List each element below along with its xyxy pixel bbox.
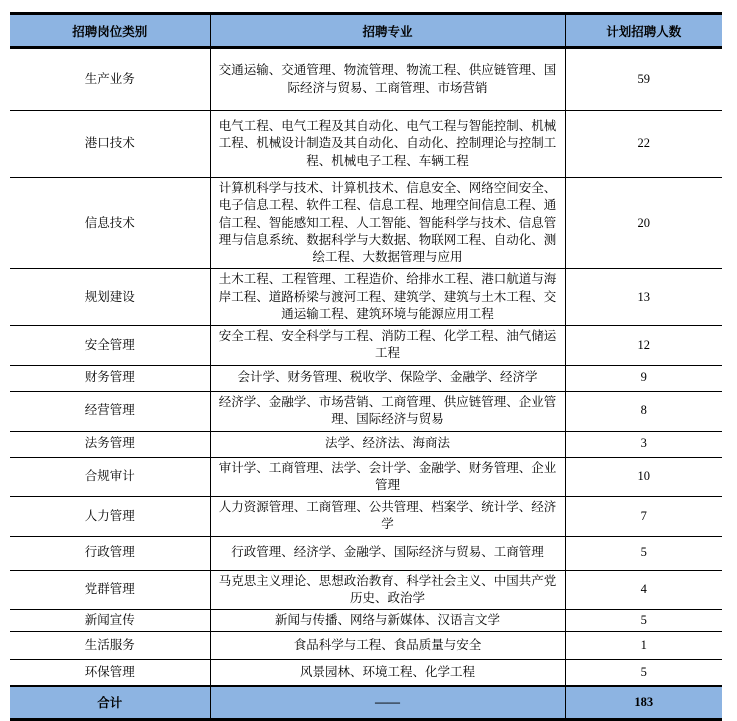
count-cell: 8: [565, 391, 722, 431]
category-cell: 港口技术: [10, 111, 210, 178]
category-cell: 生活服务: [10, 632, 210, 660]
majors-cell: 人力资源管理、工商管理、公共管理、档案学、统计学、经济学: [210, 497, 565, 537]
header-cell-category: 招聘岗位类别: [10, 14, 210, 48]
footer-total-cell: 183: [565, 686, 722, 720]
count-cell: 22: [565, 111, 722, 178]
count-cell: 5: [565, 660, 722, 686]
count-cell: 5: [565, 610, 722, 632]
majors-cell: 土木工程、工程管理、工程造价、给排水工程、港口航道与海岸工程、道路桥梁与渡河工程、建筑学、建筑与土木工程、交通运输工程、建筑环境与能源应用工程: [210, 269, 565, 326]
count-cell: 5: [565, 536, 722, 570]
table-row: [10, 457, 722, 497]
category-cell: 环保管理: [10, 660, 210, 686]
majors-cell: 电气工程、电气工程及其自动化、电气工程与智能控制、机械工程、机械设计制造及其自动化、自动化、控制理论与控制工程、机械电子工程、车辆工程: [210, 111, 565, 178]
majors-cell: 行政管理、经济学、金融学、国际经济与贸易、工商管理: [210, 536, 565, 570]
table-row: [10, 632, 722, 660]
header-cell-majors: 招聘专业: [210, 14, 565, 48]
majors-cell: 马克思主义理论、思想政治教育、科学社会主义、中国共产党历史、政治学: [210, 570, 565, 610]
majors-cell: 审计学、工商管理、法学、会计学、金融学、财务管理、企业管理: [210, 457, 565, 497]
count-cell: 7: [565, 497, 722, 537]
table-row: [10, 431, 722, 457]
majors-cell: 计算机科学与技术、计算机技术、信息安全、网络空间安全、电子信息工程、软件工程、信息工程、地理空间信息工程、通信工程、智能感知工程、人工智能、智能科学与技术、信息管理与信息系统、数据科学与大数据、物联网工程、自动化、测绘工程、大数据管理与应用: [210, 178, 565, 269]
count-cell: 4: [565, 570, 722, 610]
majors-cell: 新闻与传播、网络与新媒体、汉语言文学: [210, 610, 565, 632]
category-cell: 信息技术: [10, 178, 210, 269]
table-row: [10, 326, 722, 366]
category-cell: 合规审计: [10, 457, 210, 497]
majors-cell: 食品科学与工程、食品质量与安全: [210, 632, 565, 660]
count-cell: 1: [565, 632, 722, 660]
table-row: [10, 536, 722, 570]
table-row: [10, 610, 722, 632]
table-row: [10, 660, 722, 686]
count-cell: 9: [565, 365, 722, 391]
category-cell: 行政管理: [10, 536, 210, 570]
majors-cell: 经济学、金融学、市场营销、工商管理、供应链管理、企业管理、国际经济与贸易: [210, 391, 565, 431]
category-cell: 经营管理: [10, 391, 210, 431]
header-row: [10, 14, 722, 48]
majors-cell: 交通运输、交通管理、物流管理、物流工程、供应链管理、国际经济与贸易、工商管理、市场营销: [210, 48, 565, 111]
table-row: [10, 269, 722, 326]
recruitment-table-container: [10, 12, 722, 721]
category-cell: 生产业务: [10, 48, 210, 111]
footer-row: [10, 686, 722, 720]
majors-cell: 法学、经济法、海商法: [210, 431, 565, 457]
category-cell: 法务管理: [10, 431, 210, 457]
majors-cell: 安全工程、安全科学与工程、消防工程、化学工程、油气储运工程: [210, 326, 565, 366]
footer-label-cell: 合计: [10, 686, 210, 720]
category-cell: 人力管理: [10, 497, 210, 537]
count-cell: 13: [565, 269, 722, 326]
header-cell-count: 计划招聘人数: [565, 14, 722, 48]
count-cell: 10: [565, 457, 722, 497]
category-cell: 新闻宣传: [10, 610, 210, 632]
count-cell: 3: [565, 431, 722, 457]
table-row: [10, 570, 722, 610]
recruitment-table: [10, 12, 722, 721]
category-cell: 规划建设: [10, 269, 210, 326]
category-cell: 安全管理: [10, 326, 210, 366]
category-cell: 党群管理: [10, 570, 210, 610]
table-row: [10, 497, 722, 537]
table-row: [10, 391, 722, 431]
majors-cell: 会计学、财务管理、税收学、保险学、金融学、经济学: [210, 365, 565, 391]
category-cell: 财务管理: [10, 365, 210, 391]
table-row: [10, 365, 722, 391]
table-row: [10, 111, 722, 178]
table-body: [10, 48, 722, 686]
count-cell: 12: [565, 326, 722, 366]
table-row: [10, 178, 722, 269]
majors-cell: 风景园林、环境工程、化学工程: [210, 660, 565, 686]
count-cell: 20: [565, 178, 722, 269]
table-row: [10, 48, 722, 111]
footer-dash-cell: ——: [210, 686, 565, 720]
count-cell: 59: [565, 48, 722, 111]
